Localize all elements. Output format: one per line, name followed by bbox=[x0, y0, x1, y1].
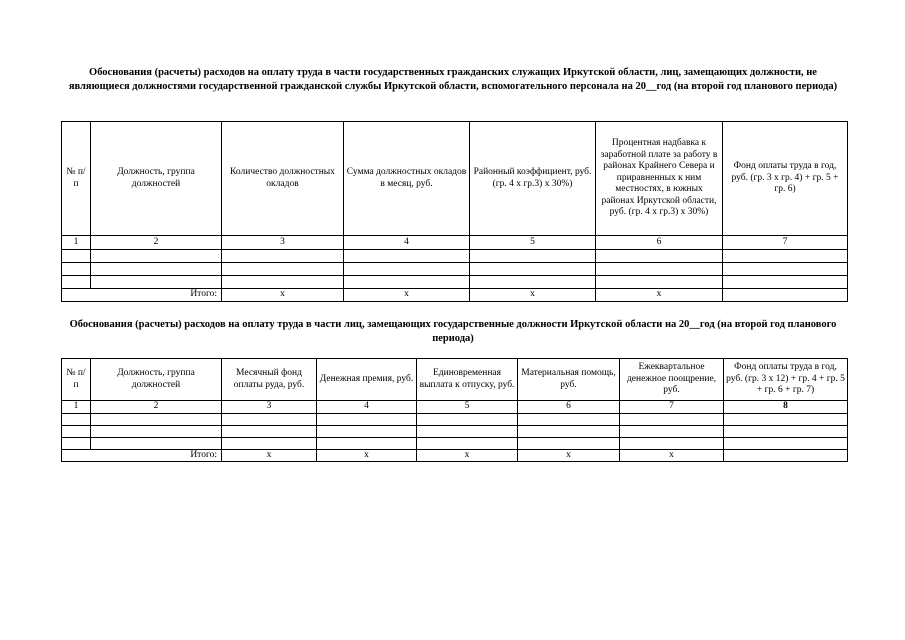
table1-column-numbers bbox=[62, 236, 848, 250]
table2-total-row bbox=[62, 449, 848, 462]
table-row bbox=[62, 263, 848, 276]
total-mark: х bbox=[470, 289, 596, 302]
column-number: 4 bbox=[317, 401, 417, 414]
header-north-bonus: Процентная надбавка к заработной плате за работу в районах Крайнего Севера и приравненных к ним местностях, в южных районах Иркутской области, руб. (гр. 4 х гр.3) х 30%) bbox=[596, 122, 723, 236]
table-row bbox=[62, 425, 848, 437]
total-mark: х bbox=[222, 449, 317, 462]
table-row bbox=[62, 437, 848, 449]
total-mark: х bbox=[596, 289, 723, 302]
header-quarterly-bonus: Ежеквартальное денежное поощрение, руб. bbox=[620, 359, 724, 401]
total-label: Итого: bbox=[62, 289, 222, 302]
header-annual-fund: Фонд оплаты труда в год, руб. (гр. 3 х гр. 4) + гр. 5 + гр. 6) bbox=[723, 122, 848, 236]
column-number: 1 bbox=[62, 236, 91, 250]
table1-total-row bbox=[62, 289, 848, 302]
header-regional-coefficient: Районный коэффициент, руб. (гр. 4 х гр.3) х 30%) bbox=[470, 122, 596, 236]
header-bonus: Денежная премия, руб. bbox=[317, 359, 417, 401]
total-mark: х bbox=[344, 289, 470, 302]
table2-title: Обоснования (расчеты) расходов на оплату труда в части лиц, замещающих государственные должности Иркутской области на 20__год (на второй год планового периода) bbox=[69, 319, 837, 344]
column-number: 8 bbox=[724, 401, 848, 414]
table-row bbox=[62, 413, 848, 425]
column-number: 4 bbox=[344, 236, 470, 250]
column-number: 6 bbox=[596, 236, 723, 250]
table2 bbox=[61, 358, 848, 462]
column-number: 6 bbox=[518, 401, 620, 414]
table-row bbox=[62, 250, 848, 263]
header-salary-sum: Сумма должностных окладов в месяц, руб. bbox=[344, 122, 470, 236]
header-salary-count: Количество должностных окладов bbox=[222, 122, 344, 236]
table1-title: Обоснования (расчеты) расходов на оплату труда в части государственных гражданских служащих Иркутской области, лиц, замещающих должности, не являющиеся должностями государственной гражданской службы Иркутской области, вспомогательного персонала на 20__год (на второй год планового периода) bbox=[68, 67, 838, 92]
table1 bbox=[61, 121, 848, 302]
total-mark: х bbox=[620, 449, 724, 462]
header-vacation-payment: Единовременная выплата к отпуску, руб. bbox=[417, 359, 518, 401]
header-number: № п/п bbox=[62, 122, 91, 236]
total-label: Итого: bbox=[62, 449, 222, 462]
header-position: Должность, группа должностей bbox=[91, 359, 222, 401]
column-number: 5 bbox=[417, 401, 518, 414]
table-row bbox=[62, 276, 848, 289]
column-number: 5 bbox=[470, 236, 596, 250]
column-number: 2 bbox=[91, 236, 222, 250]
column-number: 1 bbox=[62, 401, 91, 414]
total-mark: х bbox=[222, 289, 344, 302]
header-annual-fund: Фонд оплаты труда в год, руб. (гр. 3 х 12) + гр. 4 + гр. 5 + гр. 6 + гр. 7) bbox=[724, 359, 848, 401]
column-number: 7 bbox=[723, 236, 848, 250]
total-mark: х bbox=[518, 449, 620, 462]
table2-header-row bbox=[62, 359, 848, 401]
header-material-aid: Материальная помощь, руб. bbox=[518, 359, 620, 401]
column-number: 7 bbox=[620, 401, 724, 414]
column-number: 3 bbox=[222, 236, 344, 250]
table2-column-numbers bbox=[62, 401, 848, 414]
column-number: 2 bbox=[91, 401, 222, 414]
column-number: 3 bbox=[222, 401, 317, 414]
header-monthly-fund: Месячный фонд оплаты руда, руб. bbox=[222, 359, 317, 401]
total-mark: х bbox=[417, 449, 518, 462]
header-position: Должность, группа должностей bbox=[91, 122, 222, 236]
total-mark: х bbox=[317, 449, 417, 462]
table1-header-row bbox=[62, 122, 848, 236]
header-number: № п/п bbox=[62, 359, 91, 401]
